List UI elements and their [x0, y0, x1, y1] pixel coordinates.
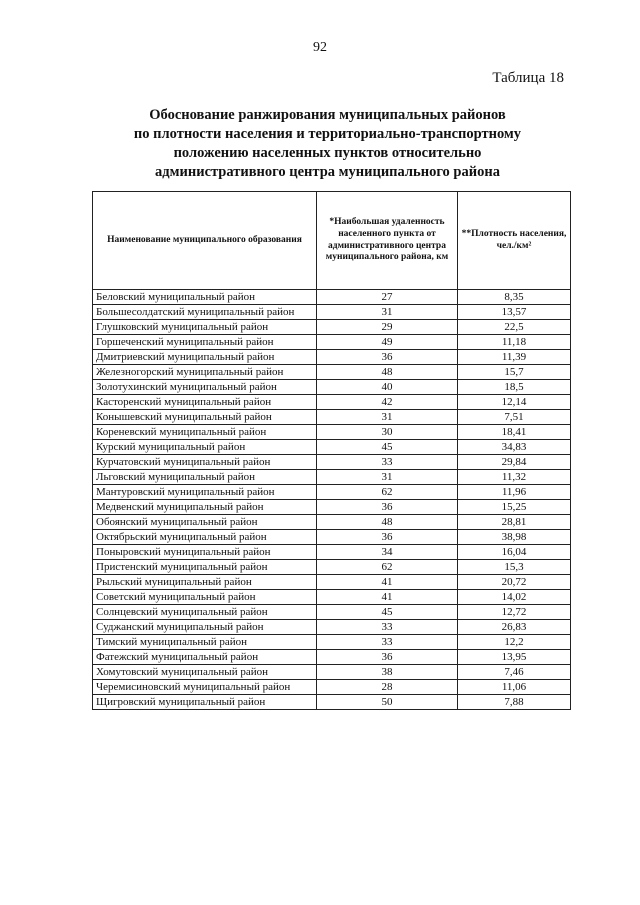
table-row: [93, 410, 571, 425]
cell-distance: 48: [317, 515, 458, 530]
table-row: [93, 545, 571, 560]
cell-district-name: Тимский муниципальный район: [93, 635, 317, 650]
cell-district-name: Курский муниципальный район: [93, 440, 317, 455]
table-row: [93, 575, 571, 590]
table-row: [93, 470, 571, 485]
cell-district-name: Беловский муниципальный район: [93, 290, 317, 305]
cell-density: 26,83: [458, 620, 571, 635]
cell-density: 20,72: [458, 575, 571, 590]
cell-density: 13,57: [458, 305, 571, 320]
header-name: Наименование муниципального образования: [93, 192, 317, 290]
cell-distance: 33: [317, 455, 458, 470]
cell-distance: 40: [317, 380, 458, 395]
cell-district-name: Мантуровский муниципальный район: [93, 485, 317, 500]
cell-density: 13,95: [458, 650, 571, 665]
table-row: [93, 425, 571, 440]
cell-density: 15,7: [458, 365, 571, 380]
table-row: [93, 455, 571, 470]
cell-density: 18,5: [458, 380, 571, 395]
cell-distance: 48: [317, 365, 458, 380]
document-title: [90, 106, 565, 182]
cell-district-name: Пристенский муниципальный район: [93, 560, 317, 575]
cell-distance: 33: [317, 620, 458, 635]
table-row: [93, 530, 571, 545]
cell-distance: 31: [317, 410, 458, 425]
table-label: Таблица 18: [492, 70, 564, 86]
table-row: [93, 605, 571, 620]
cell-density: 38,98: [458, 530, 571, 545]
cell-distance: 31: [317, 305, 458, 320]
cell-density: 7,46: [458, 665, 571, 680]
table-row: [93, 665, 571, 680]
cell-distance: 38: [317, 665, 458, 680]
cell-district-name: Обоянский муниципальный район: [93, 515, 317, 530]
cell-density: 16,04: [458, 545, 571, 560]
cell-density: 18,41: [458, 425, 571, 440]
table-row: [93, 395, 571, 410]
table-row: [93, 680, 571, 695]
cell-district-name: Дмитриевский муниципальный район: [93, 350, 317, 365]
table-row: [93, 350, 571, 365]
cell-distance: 29: [317, 320, 458, 335]
cell-district-name: Железногорский муниципальный район: [93, 365, 317, 380]
cell-density: 11,32: [458, 470, 571, 485]
cell-district-name: Горшеченский муниципальный район: [93, 335, 317, 350]
table-row: [93, 500, 571, 515]
cell-distance: 31: [317, 470, 458, 485]
cell-district-name: Конышевский муниципальный район: [93, 410, 317, 425]
cell-district-name: Курчатовский муниципальный район: [93, 455, 317, 470]
title-line: административного центра муниципального района: [155, 164, 500, 180]
table-row: [93, 380, 571, 395]
cell-district-name: Кореневский муниципальный район: [93, 425, 317, 440]
title-line: Обоснование ранжирования муниципальных районов: [149, 107, 506, 123]
cell-distance: 49: [317, 335, 458, 350]
cell-distance: 27: [317, 290, 458, 305]
cell-district-name: Суджанский муниципальный район: [93, 620, 317, 635]
table-row: [93, 440, 571, 455]
cell-density: 11,96: [458, 485, 571, 500]
table-row: [93, 485, 571, 500]
cell-distance: 41: [317, 575, 458, 590]
cell-district-name: Льговский муниципальный район: [93, 470, 317, 485]
cell-distance: 36: [317, 500, 458, 515]
table-row: [93, 290, 571, 305]
cell-district-name: Рыльский муниципальный район: [93, 575, 317, 590]
cell-density: 11,06: [458, 680, 571, 695]
cell-district-name: Большесолдатский муниципальный район: [93, 305, 317, 320]
cell-distance: 41: [317, 590, 458, 605]
cell-distance: 36: [317, 530, 458, 545]
cell-distance: 36: [317, 650, 458, 665]
table-row: [93, 515, 571, 530]
header-distance: *Наибольшая удаленность населенного пункта от административного центра муниципального района, км: [317, 192, 458, 290]
cell-district-name: Советский муниципальный район: [93, 590, 317, 605]
cell-distance: 30: [317, 425, 458, 440]
title-line: положению населенных пунктов относительно: [173, 145, 482, 161]
cell-density: 12,14: [458, 395, 571, 410]
cell-district-name: Черемисиновский муниципальный район: [93, 680, 317, 695]
table-row: [93, 650, 571, 665]
cell-district-name: Фатежский муниципальный район: [93, 650, 317, 665]
cell-density: 22,5: [458, 320, 571, 335]
cell-district-name: Медвенский муниципальный район: [93, 500, 317, 515]
cell-density: 12,72: [458, 605, 571, 620]
page-number: 92: [313, 40, 327, 55]
cell-district-name: Солнцевский муниципальный район: [93, 605, 317, 620]
cell-density: 7,88: [458, 695, 571, 710]
cell-district-name: Касторенский муниципальный район: [93, 395, 317, 410]
table-body: [93, 290, 571, 710]
table-header-row: [93, 192, 571, 290]
ranking-table: [92, 191, 571, 710]
cell-density: 28,81: [458, 515, 571, 530]
cell-density: 15,3: [458, 560, 571, 575]
cell-density: 11,39: [458, 350, 571, 365]
table-row: [93, 335, 571, 350]
cell-district-name: Золотухинский муниципальный район: [93, 380, 317, 395]
table-row: [93, 620, 571, 635]
cell-distance: 33: [317, 635, 458, 650]
cell-density: 34,83: [458, 440, 571, 455]
table-row: [93, 560, 571, 575]
cell-district-name: Октябрьский муниципальный район: [93, 530, 317, 545]
table-row: [93, 365, 571, 380]
cell-distance: 28: [317, 680, 458, 695]
cell-distance: 45: [317, 440, 458, 455]
table-row: [93, 695, 571, 710]
cell-density: 15,25: [458, 500, 571, 515]
cell-district-name: Хомутовский муниципальный район: [93, 665, 317, 680]
cell-district-name: Поныровский муниципальный район: [93, 545, 317, 560]
cell-density: 14,02: [458, 590, 571, 605]
cell-distance: 62: [317, 485, 458, 500]
cell-district-name: Щигровский муниципальный район: [93, 695, 317, 710]
cell-distance: 50: [317, 695, 458, 710]
cell-density: 11,18: [458, 335, 571, 350]
cell-distance: 42: [317, 395, 458, 410]
cell-distance: 62: [317, 560, 458, 575]
table-row: [93, 635, 571, 650]
cell-district-name: Глушковский муниципальный район: [93, 320, 317, 335]
table-row: [93, 590, 571, 605]
cell-density: 7,51: [458, 410, 571, 425]
header-density: **Плотность населения, чел./км²: [458, 192, 571, 290]
title-line: по плотности населения и территориально-транспортному: [133, 126, 522, 142]
table-row: [93, 305, 571, 320]
cell-density: 12,2: [458, 635, 571, 650]
cell-distance: 34: [317, 545, 458, 560]
cell-density: 8,35: [458, 290, 571, 305]
cell-density: 29,84: [458, 455, 571, 470]
table-row: [93, 320, 571, 335]
cell-distance: 45: [317, 605, 458, 620]
cell-distance: 36: [317, 350, 458, 365]
